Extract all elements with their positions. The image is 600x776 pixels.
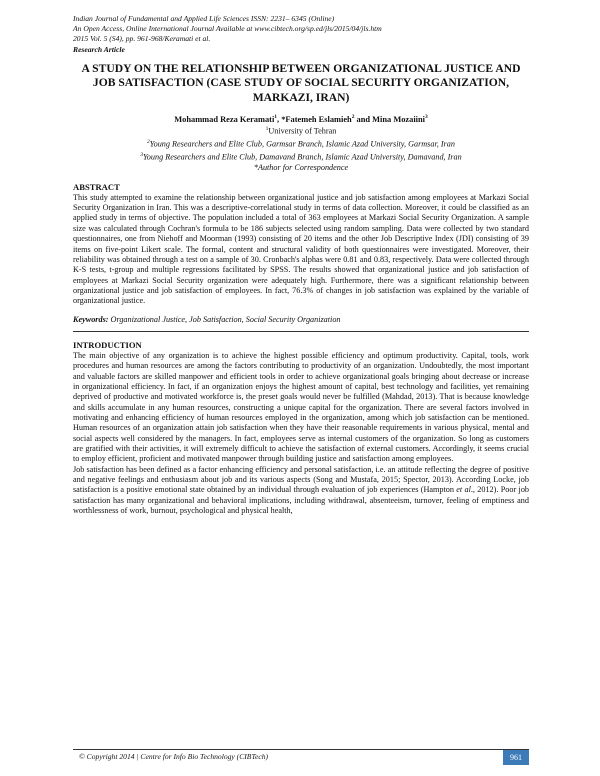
affiliation-3 xyxy=(73,150,529,163)
author-name: Mohammad Reza Keramati xyxy=(174,114,275,124)
volume-line: 2015 Vol. 5 (S4), pp. 961-968/Keramati et al. xyxy=(73,34,211,44)
paragraph-text: Job satisfaction has been defined as a factor enhancing efficiency and personal satisfaction, i.e. an attitude reflecting the degree of positive and negative feelings and enthusiasm about job and its various aspects (Song and Mustafa, 2015; Spector, 2013). According Locke, job satisfaction is a positive emotional state obtained by an individual through evaluation of job experiences (Hampton xyxy=(73,464,529,495)
author-name: *Fatemeh Eslamieh xyxy=(281,114,352,124)
page-number: 961 xyxy=(503,750,529,765)
affiliation-superscript: 3 xyxy=(140,152,143,159)
author-superscript: 2 xyxy=(351,113,355,120)
affiliation-text: Young Researchers and Elite Club, Garmsar Branch, Islamic Azad University, Garmsar, Iran xyxy=(149,140,455,150)
correspondence-note: *Author for Correspondence xyxy=(253,163,349,173)
introduction-heading: INTRODUCTION xyxy=(73,339,142,350)
copyright-notice: © Copyright 2014 | Centre for Info Bio Technology (CIBTech) xyxy=(79,752,269,761)
article-type: Research Article xyxy=(73,44,125,54)
author-separator: , xyxy=(277,114,282,124)
keywords-value: Organizational Justice, Job Satisfaction, Social Security Organization xyxy=(110,314,341,324)
keywords xyxy=(73,315,529,325)
affiliation-2 xyxy=(73,137,529,150)
affiliation-text: Young Researchers and Elite Club, Damavand Branch, Islamic Azad University, Damavand, Iran xyxy=(142,153,462,163)
affiliation-superscript: 1 xyxy=(265,126,269,133)
abstract-heading: ABSTRACT xyxy=(73,181,120,192)
affiliation-1 xyxy=(73,124,529,137)
journal-line: Indian Journal of Fundamental and Applied Life Sciences ISSN: 2231– 6345 (Online) xyxy=(73,14,335,23)
et-al-italic: et al xyxy=(456,485,471,495)
article-page xyxy=(73,14,529,516)
divider xyxy=(73,331,529,332)
author-superscript: 3 xyxy=(424,113,428,120)
keywords-label: Keywords: xyxy=(73,314,109,324)
affiliation-superscript: 2 xyxy=(147,139,150,146)
introduction-paragraph-2 xyxy=(73,465,529,517)
page-footer xyxy=(73,749,529,765)
introduction-paragraph-1: The main objective of any organization is to achieve the highest possible efficiency and optimum productivity. Capital, tools, work procedures and human resources are among the factors contributing to productivity of an organization. Undoubtedly, the most important and valuable factors are skilled manpower and efficient tools in order to achieve organizational goals bringing about decrease or increase in organizational efficiency. In fact, if an organization enjoys the highest amount of capital, best technology and facilities, yet remaining deprived of productive and motivated workforce is, the preset goals would never be fulfilled (Mahdad, 2013). That is because knowledge and skills accumulate in any human resources, constructing a unique capital for the organization. There are several factors involved in motivating and enhancing efficiency of human resources employed in the organization, among which job satisfaction can be mentioned. Human resources of an organization attain job satisfaction when they have their reasonable requirements in various physical, mental and social aspects well considered by the managers. In fact, employees serve as internal customers of the organization. So long as customers are gratified with their activities, it will extremely difficult to achieve the satisfaction of external customers. Accordingly, it seems crucial to employ efficient, proficient and motivated manpower through building justice and satisfaction among employees. xyxy=(73,350,529,464)
journal-header xyxy=(73,14,529,55)
abstract-text: This study attempted to examine the relationship between organizational justice and job satisfaction among employees at Markazi Social Security Organization in Iran. This was a descriptive-correlational study in terms of data collection. Moreover, it could be classified as an applied study in terms of objective. The population included a total of 363 employees at Markazi Social Security Organization. A sample size was calculated through Cochran's formula to be 186 subjects selected using random sampling. Data were collected by two standard questionnaires, one from Niehoff and Moorman (1993) consisting of 20 items and the other Job Descriptive Index (JDI) consisting of 39 items on five-point Likert scale. The formal, content and structural validity of both questionnaires were investigated. Moreover, their reliability was obtained through a test on a sample of 30. Cronbach's alphas were 0.81 and 0.83, respectively. Data were collected through K-S tests, t-group and multiple regressions facilitated by SPSS. The results showed that organizational justice and job satisfaction of employees at Markazi Social Security organization were adequately high. Furthermore, there was a significant relationship between organizational justice and job satisfaction of employees. In fact, 76.3% of changes in job satisfaction was explained by the variable of organizational justice. xyxy=(73,192,529,306)
author-name: Mina Mozaiini xyxy=(372,114,425,124)
author-list xyxy=(73,112,529,125)
paragraph-text: ., 2012). Poor job satisfaction has many organizational and behavioral implications, including withdrawal, absenteeism, turnover, feeling of emptiness and worthlessness of work, burnout, psychological and physical health, xyxy=(73,485,530,516)
author-superscript: 1 xyxy=(274,113,278,120)
article-title: A STUDY ON THE RELATIONSHIP BETWEEN ORGANIZATIONAL JUSTICE AND JOB SATISFACTION (CASE STUDY OF SOCIAL SECURITY ORGANIZATION, MARKAZI, IRAN) xyxy=(81,61,521,104)
access-line: An Open Access, Online International Journal Available at www.cibtech.org/sp.ed/jls/2015/04/jls.htm xyxy=(73,24,382,34)
affiliation-text: University of Tehran xyxy=(268,127,337,137)
author-separator: and xyxy=(354,114,373,124)
